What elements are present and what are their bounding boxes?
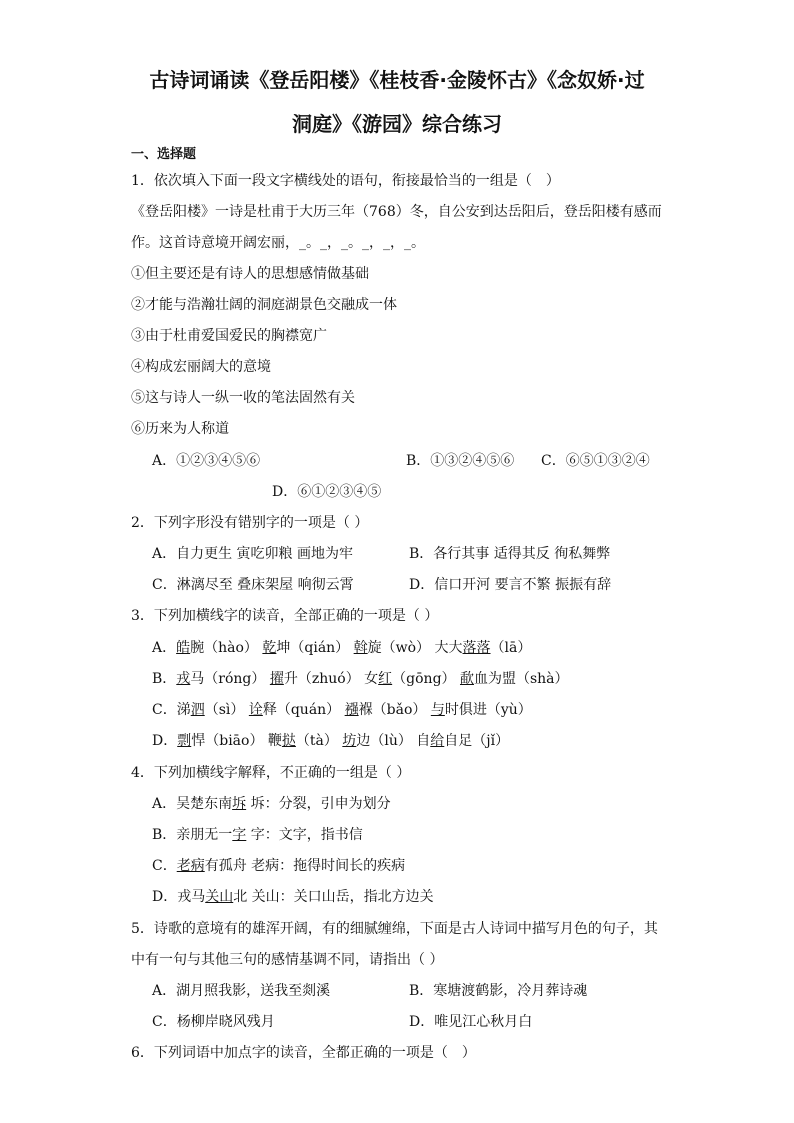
q1-option-d: D．⑥①②③④⑤: [272, 484, 382, 500]
q2-option-b: B．各行其事 适得其反 徇私舞弊: [409, 546, 611, 562]
underlined-char: 襁: [344, 702, 359, 718]
q4-option-b: [152, 825, 363, 845]
text-run: D．戎马: [152, 889, 206, 905]
underlined-char: 字: [232, 827, 247, 843]
text-run: A．: [152, 640, 177, 656]
text-run: 有孤舟 老病：拖得时间长的疾病: [204, 858, 406, 874]
q1-paragraph-1: 《登岳阳楼》一诗是杜甫于大历三年（768）冬，自公安到达岳阳后，登岳阳楼有感而: [131, 204, 662, 220]
text-run: 北 关山：关口山岳，指北方边关: [233, 889, 434, 905]
underlined-char: 斡: [353, 640, 368, 656]
q5-stem-line1: 5．诗歌的意境有的雄浑开阔，有的细腻缠绵，下面是古人诗词中描写月色的句子，其: [131, 921, 658, 937]
text-run: 褓（bǎo）: [358, 702, 431, 718]
underlined-char: 坊: [342, 733, 357, 749]
underlined-char: 泗: [190, 702, 205, 718]
underlined-char: 老病: [176, 858, 205, 874]
underlined-char: 与: [430, 702, 445, 718]
text-run: C．: [152, 858, 177, 874]
q3-option-a: [152, 638, 531, 658]
text-run: （lā）: [490, 640, 532, 656]
underlined-char: 乾: [262, 640, 277, 656]
text-run: A．吴楚东南: [152, 796, 233, 812]
text-run: B．亲朋无一: [152, 827, 233, 843]
text-run: 腕（hào）: [190, 640, 263, 656]
underlined-char: 皓: [176, 640, 191, 656]
underlined-char: 关山: [205, 889, 234, 905]
underlined-char: 擢: [269, 671, 284, 687]
text-run: （tà）: [295, 733, 343, 749]
underlined-char: 给: [430, 733, 445, 749]
text-run: 坼：分裂，引申为划分: [246, 796, 391, 812]
q6-stem: 6．下列词语中加点字的读音，全都正确的一项是（ ）: [131, 1045, 476, 1061]
section-heading: 一、选择题: [131, 147, 197, 162]
underlined-char: 落落: [462, 640, 491, 656]
q1-option-c: C．⑥⑤①③②④: [541, 453, 650, 469]
underlined-char: 坼: [232, 796, 247, 812]
q1-item: ⑤这与诗人一纵一收的笔法固然有关: [131, 390, 355, 406]
q3-stem: 3．下列加横线字的读音，全部正确的一项是（ ）: [131, 608, 439, 624]
q4-option-d: [152, 887, 434, 907]
underlined-char: 红: [378, 671, 393, 687]
q4-option-c: [152, 856, 405, 876]
text-run: 升（zhuó） 女: [283, 671, 379, 687]
text-run: C．涕: [152, 702, 191, 718]
q1-option-b: B．①③②④⑤⑥: [406, 453, 515, 469]
text-run: B．: [152, 671, 177, 687]
underlined-char: 诠: [248, 702, 263, 718]
q1-item: ①但主要还是有诗人的思想感情做基础: [131, 266, 369, 282]
q1-stem: 1．依次填入下面一段文字横线处的语句，衔接最恰当的一组是（ ）: [131, 173, 560, 189]
q5-option-c: C．杨柳岸晓风残月: [152, 1014, 275, 1030]
q3-option-b: [152, 669, 569, 689]
text-run: 边（lù） 自: [356, 733, 431, 749]
q1-item: ④构成宏丽阔大的意境: [131, 359, 271, 375]
underlined-char: 戎: [176, 671, 191, 687]
doc-title-line1: 古诗词诵读《登岳阳楼》《桂枝香·金陵怀古》《念奴娇·过: [149, 68, 645, 92]
text-run: 血为盟（shà）: [473, 671, 569, 687]
q1-paragraph-2: 作。这首诗意境开阔宏丽，_。_，_。_，_，_。: [131, 235, 425, 251]
q5-option-a: A．湖月照我影，送我至剡溪: [152, 983, 331, 999]
q3-option-c: [152, 700, 532, 720]
q4-option-a: [152, 794, 391, 814]
text-run: 字：文字，指书信: [246, 827, 363, 843]
text-run: 自足（jǐ）: [444, 733, 510, 749]
text-run: 悍（biāo） 鞭: [191, 733, 282, 749]
underlined-char: 剽: [177, 733, 192, 749]
q1-item: ③由于杜甫爱国爱民的胸襟宽广: [131, 328, 327, 344]
text-run: 释（quán）: [262, 702, 345, 718]
text-run: （gōng）: [392, 671, 460, 687]
q5-option-b: B．寒塘渡鹤影，冷月葬诗魂: [409, 983, 588, 999]
underlined-char: 歃: [459, 671, 474, 687]
q2-option-d: D．信口开河 要言不繁 振振有辞: [409, 577, 612, 593]
text-run: D．: [152, 733, 178, 749]
doc-title-line2: 洞庭》《游园》综合练习: [292, 112, 502, 136]
q2-option-a: A．自力更生 寅吃卯粮 画地为牢: [152, 546, 354, 562]
q2-option-c: C．淋漓尽至 叠床架屋 响彻云霄: [152, 577, 354, 593]
q5-option-d: D．唯见江心秋月白: [409, 1014, 533, 1030]
text-run: 马（róng）: [190, 671, 270, 687]
text-run: 坤（qián）: [276, 640, 354, 656]
q2-stem: 2．下列字形没有错别字的一项是（ ）: [131, 515, 369, 531]
q4-stem: 4．下列加横线字解释，不正确的一组是（ ）: [131, 765, 411, 781]
text-run: 时俱进（yù）: [444, 702, 532, 718]
q1-item: ②才能与浩瀚壮阔的洞庭湖景色交融成一体: [131, 297, 397, 313]
text-run: （sì）: [204, 702, 249, 718]
q3-option-d: [152, 731, 509, 751]
q5-stem-line2: 中有一句与其他三句的感情基调不同，请指出（ ）: [131, 952, 444, 968]
underlined-char: 挞: [281, 733, 296, 749]
q1-item: ⑥历来为人称道: [131, 421, 229, 437]
text-run: 旋（wò） 大大: [367, 640, 463, 656]
q1-option-a: A．①②③④⑤⑥: [152, 453, 261, 469]
